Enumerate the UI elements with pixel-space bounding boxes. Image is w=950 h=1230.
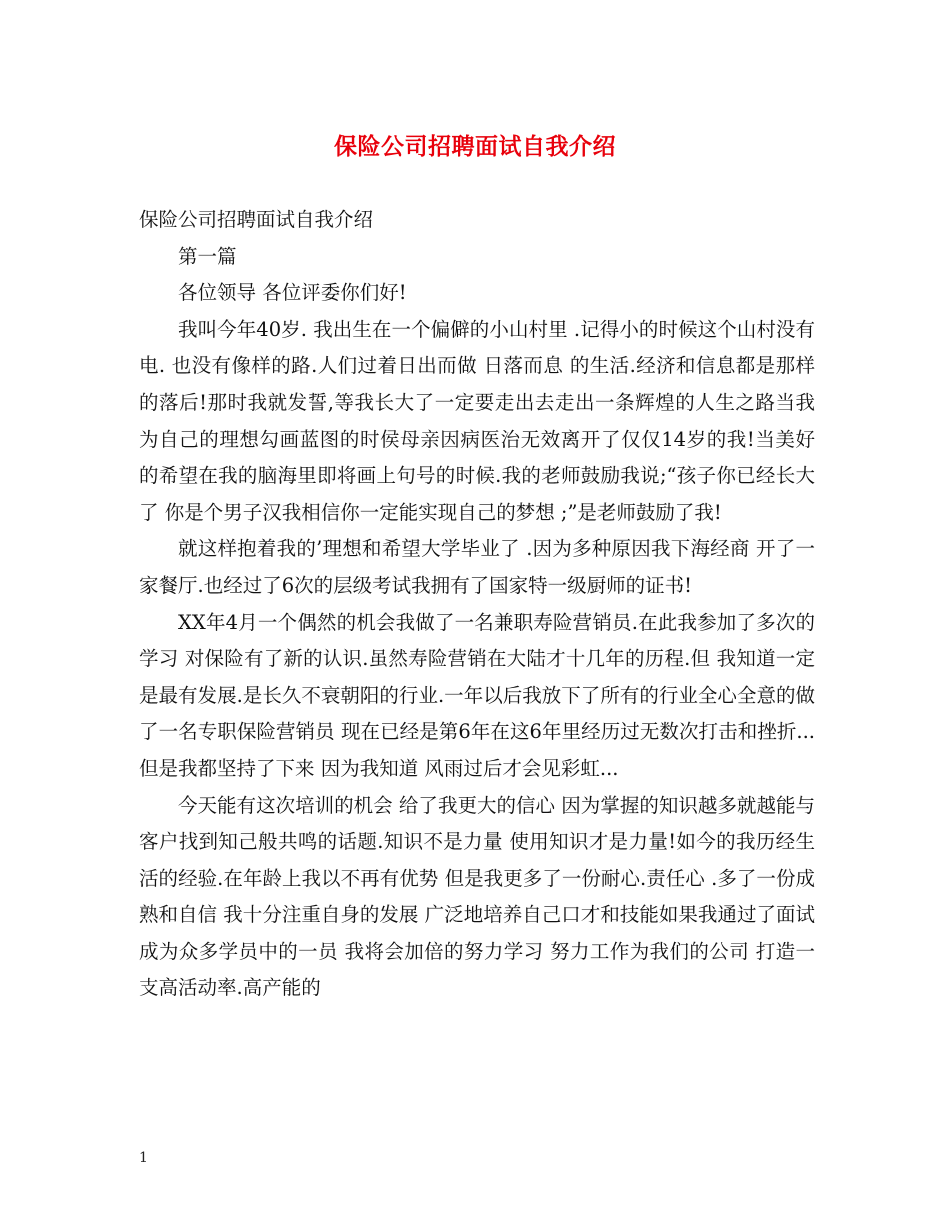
paragraph-career: 就这样抱着我的’理想和希望大学毕业了 .因为多种原因我下海经商 开了一家餐厅.也经过了6次的层级考试我拥有了国家特一级厨师的证书! [139, 537, 815, 597]
paragraph-insurance: XX年4月一个偶然的机会我做了一名兼职寿险营销员.在此我参加了多次的学习 对保险有了新的认识.虽然寿险营销在大陆才十几年的历程.但 我知道一定是最有发展.是长久不衰朝阳的行业.一年以后我放下了所有的行业全心全意的做了一名专职保险营销员 现在已经是第6年在这6年里经历过无数次打击和挫折...但是我都坚持了下来 因为我知道 风雨过后才会见彩虹... [139, 610, 815, 780]
page-number: 1 [139, 1150, 148, 1166]
paragraph-greeting: 各位领导 各位评委你们好! [178, 281, 407, 305]
paragraph-childhood: 我叫今年40岁. 我出生在一个偏僻的小山村里 .记得小的时候这个山村没有电. 也没有像样的路.人们过着日出而做 日落而息 的生活.经济和信息都是那样的落后!那时我就发誓,等我长大了一定要走出去走出一条辉煌的人生之路当我为自己的理想勾画蓝图的时侯母亲因病医治无效离开了仅仅14岁的我!当美好的希望在我的脑海里即将画上句号的时候.我的老师鼓励我说;“孩子你已经长大了 你是个男子汉我相信你一定能实现自己的梦想 ;”是老师鼓励了我! [139, 317, 815, 524]
section-label: 第一篇 [178, 244, 237, 268]
document-heading: 保险公司招聘面试自我介绍 [139, 208, 374, 231]
document-body [139, 202, 815, 1007]
page-title: 保险公司招聘面试自我介绍 [334, 134, 616, 160]
paragraph-training: 今天能有这次培训的机会 给了我更大的信心 因为掌握的知识越多就越能与客户找到知己般共鸣的话题.知识不是力量 使用知识才是力量!如今的我历经生活的经验.在年龄上我以不再有优势 但是我更多了一份耐心.责任心 .多了一份成熟和自信 我十分注重自身的发展 广泛地培养自己口才和技能如果我通过了面试成为众多学员中的一员 我将会加倍的努力学习 努力工作为我们的公司 打造一支高活动率.高产能的 [139, 793, 815, 1000]
